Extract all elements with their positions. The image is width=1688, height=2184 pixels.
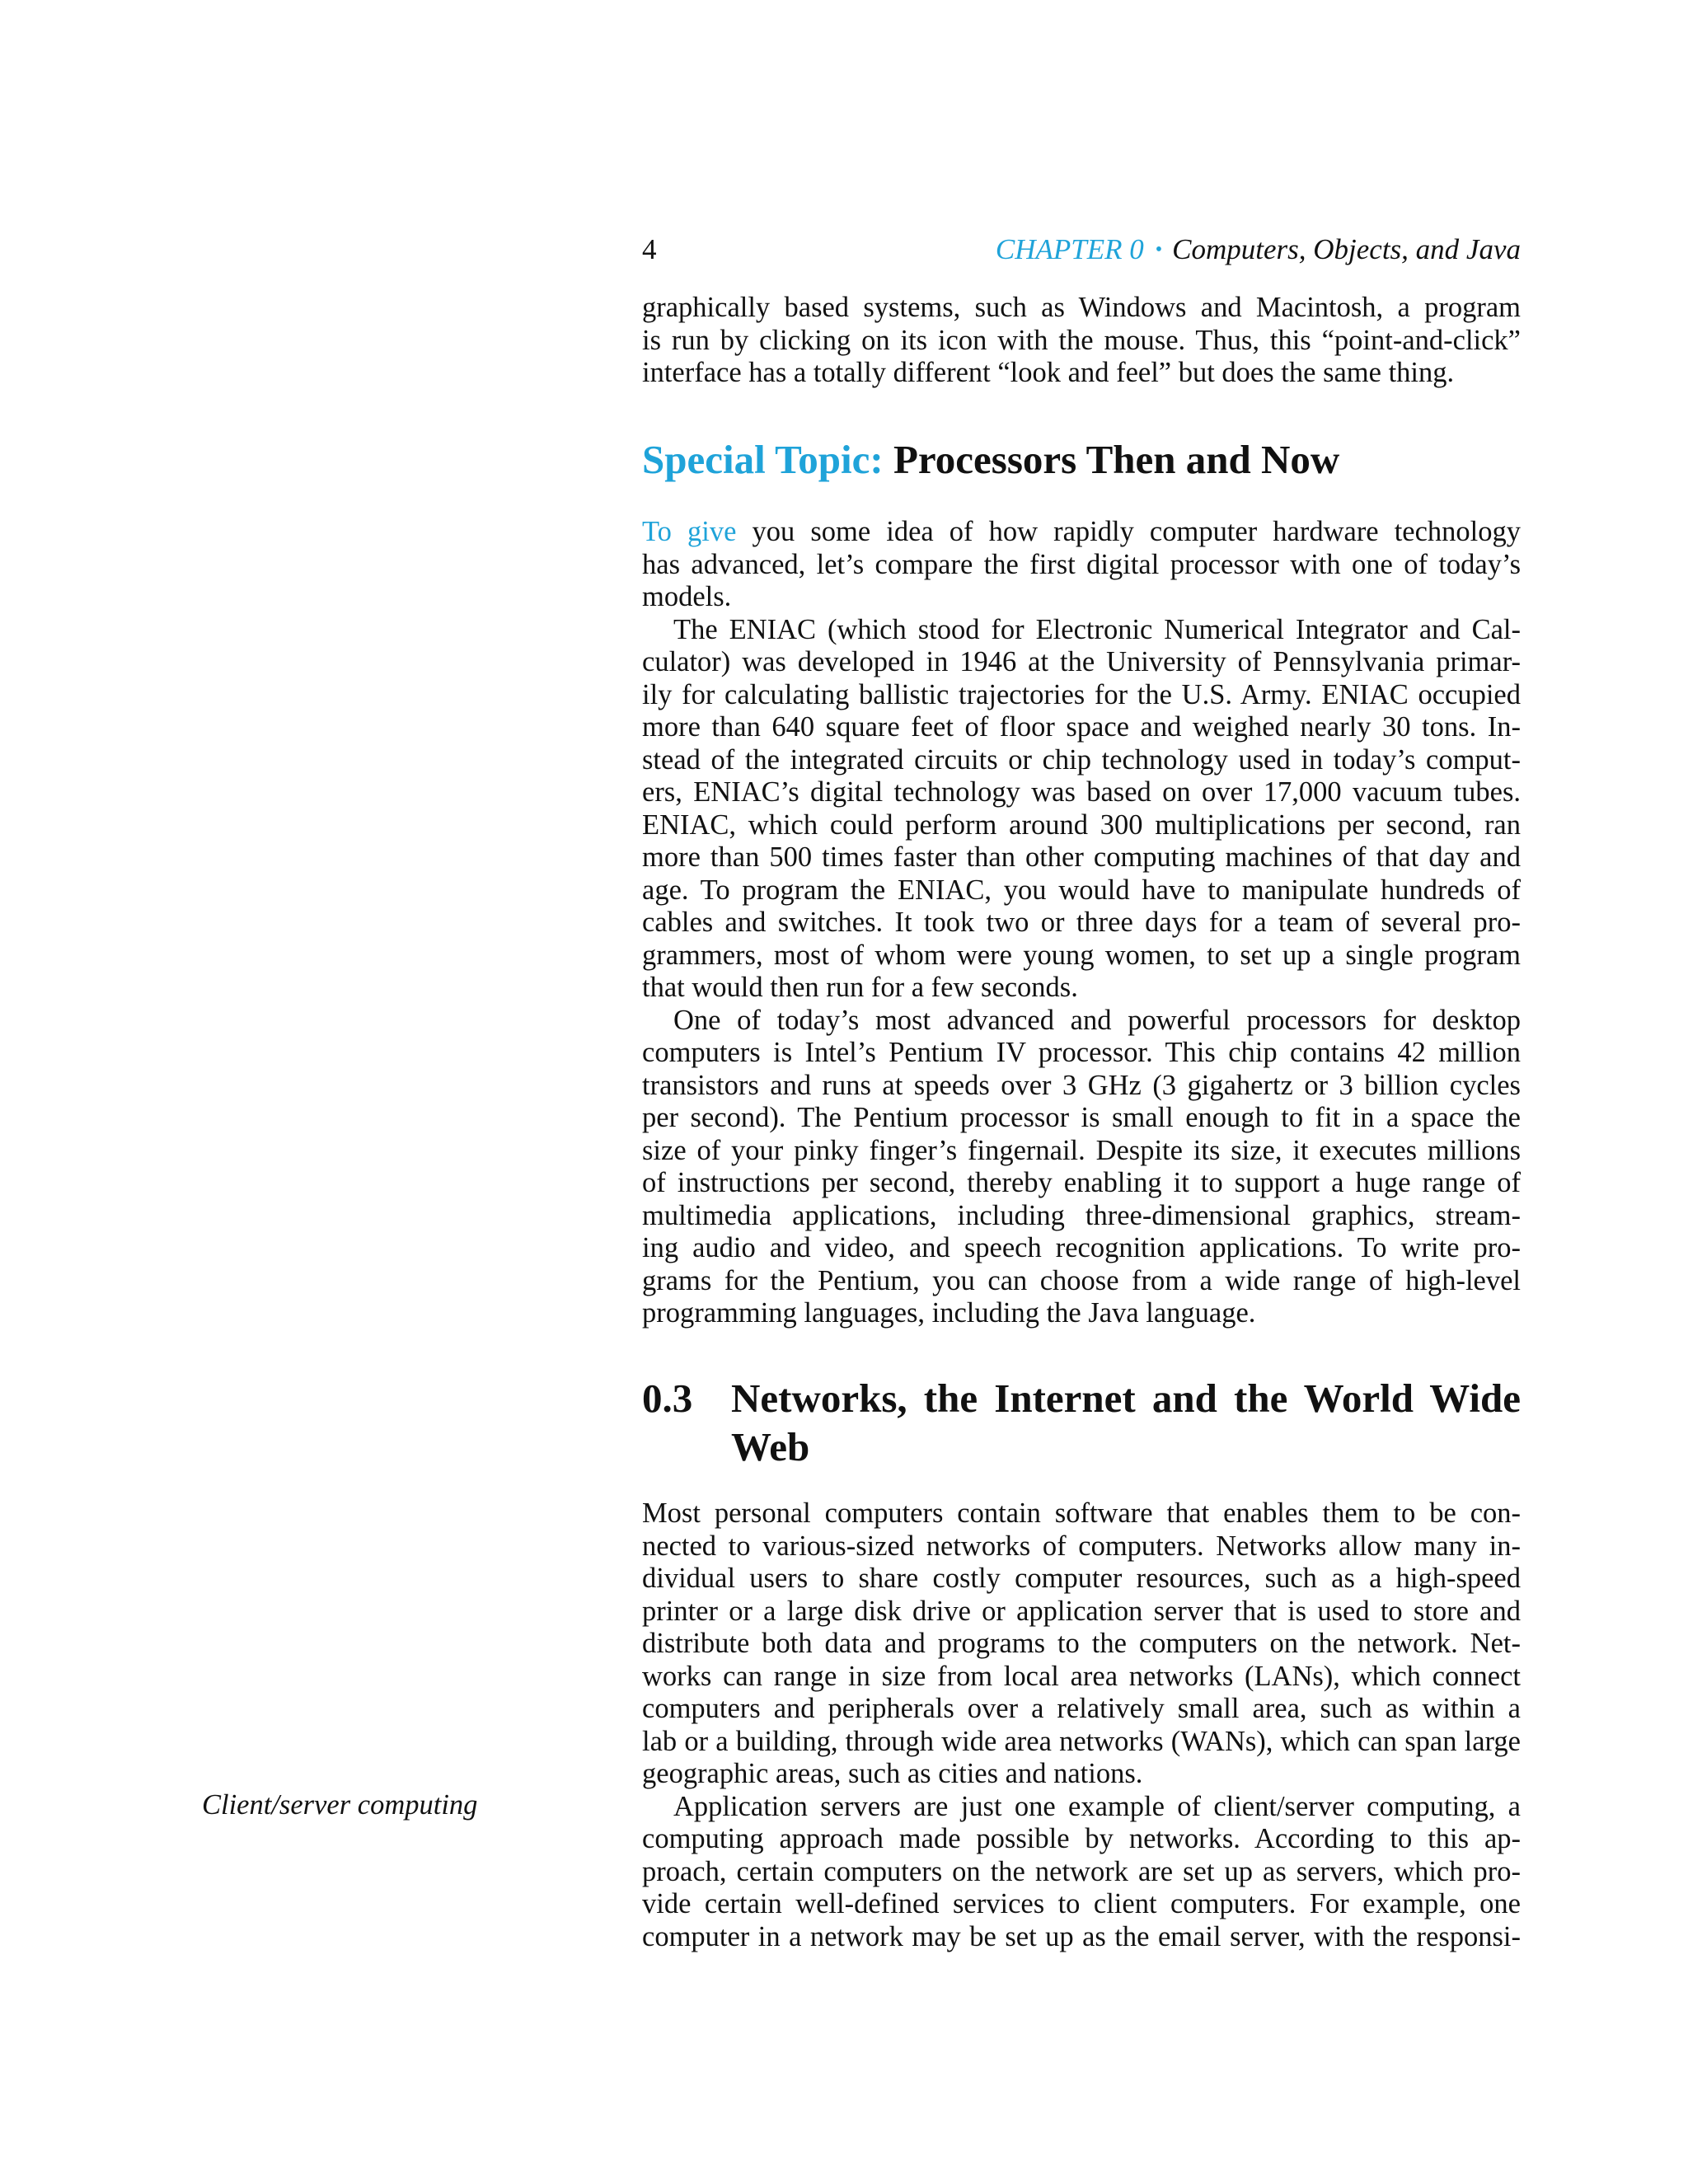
chapter-label: CHAPTER 0	[995, 233, 1144, 265]
text-line: of instructions per second, thereby enabling it to support a huge range of	[642, 1167, 1521, 1198]
text-line: transistors and runs at speeds over 3 GHz (3 gigahertz or 3 billion cycles	[642, 1069, 1521, 1101]
special-topic-body	[642, 516, 1521, 1330]
text-line: computers and peripherals over a relatively small area, such as within a	[642, 1693, 1521, 1724]
text-line: programming languages, including the Java language.	[642, 1297, 1256, 1329]
page-number: 4	[642, 233, 657, 265]
paragraph	[642, 516, 1521, 614]
text-line: size of your pinky finger’s fingernail. Despite its size, it executes millions	[642, 1134, 1521, 1166]
margin-note: Client/server computing	[202, 1789, 478, 1821]
paragraph	[642, 1791, 1521, 1954]
text-line: culator) was developed in 1946 at the University of Pennsylvania primar-	[642, 646, 1521, 677]
text-line: works can range in size from local area networks (LANs), which connect	[642, 1660, 1521, 1692]
text-line: lab or a building, through wide area networks (WANs), which can span large	[642, 1725, 1521, 1757]
text-line: models.	[642, 581, 732, 612]
text-line: grammers, most of whom were young women, to set up a single program	[642, 939, 1521, 971]
lead-words: To give	[642, 516, 737, 547]
text-line: multimedia applications, including three-dimensional graphics, stream-	[642, 1199, 1521, 1231]
section-body	[642, 1497, 1521, 1953]
section-title	[731, 1374, 1521, 1471]
bullet-icon: •	[1155, 239, 1163, 260]
text-line: proach, certain computers on the network are set up as servers, which pro-	[642, 1855, 1521, 1887]
text-line: ers, ENIAC’s digital technology was based on over 17,000 vacuum tubes.	[642, 776, 1521, 808]
text-line: that would then run for a few seconds.	[642, 972, 1078, 1003]
text-line: age. To program the ENIAC, you would have to manipulate hundreds of	[642, 874, 1521, 906]
text-line: To give you some idea of how rapidly computer hardware technology	[642, 516, 1521, 547]
text-line: computer in a network may be set up as the email server, with the responsi-	[642, 1920, 1521, 1952]
text-line: vide certain well-defined services to client computers. For example, one	[642, 1888, 1521, 1919]
text-line: more than 640 square feet of floor space and weighed nearly 30 tons. In-	[642, 711, 1521, 743]
text-line: Application servers are just one example of client/server computing, a	[673, 1790, 1521, 1822]
intro-paragraph	[642, 292, 1521, 390]
text-line: The ENIAC (which stood for Electronic Numerical Integrator and Cal-	[673, 613, 1521, 645]
paragraph	[642, 1005, 1521, 1330]
text-line: grams for the Pentium, you can choose from a wide range of high-level	[642, 1264, 1521, 1296]
paragraph	[642, 614, 1521, 1005]
text-line: interface has a totally different “look and feel” but does the same thing.	[642, 357, 1455, 388]
text-line: graphically based systems, such as Windows and Macintosh, a program	[642, 292, 1521, 323]
text-line: dividual users to share costly computer resources, such as a high-speed	[642, 1563, 1521, 1594]
text-line: cables and switches. It took two or three days for a team of several pro-	[642, 907, 1521, 938]
special-topic-label: Special Topic:	[642, 437, 884, 482]
text-line: geographic areas, such as cities and nations.	[642, 1758, 1143, 1789]
text-line: has advanced, let’s compare the first digital processor with one of today’s	[642, 548, 1521, 580]
section-title-line: Web	[731, 1424, 810, 1469]
text-line: more than 500 times faster than other computing machines of that day and	[642, 841, 1521, 873]
text-line: nected to various-sized networks of computers. Networks allow many in-	[642, 1530, 1521, 1562]
text-line: is run by clicking on its icon with the mouse. Thus, this “point-and-click”	[642, 324, 1521, 356]
text-line: computers is Intel’s Pentium IV processor. This chip contains 42 million	[642, 1037, 1521, 1068]
text-line: Most personal computers contain software that enables them to be con-	[642, 1497, 1521, 1529]
text-line: printer or a large disk drive or application server that is used to store and	[642, 1595, 1521, 1627]
text-line: ing audio and video, and speech recognition applications. To write pro-	[642, 1232, 1521, 1263]
chapter-header	[996, 229, 1521, 270]
section-title-line: Networks, the Internet and the World Wide	[731, 1376, 1521, 1421]
special-topic-title: Processors Then and Now	[893, 437, 1340, 482]
section-number: 0.3	[642, 1376, 693, 1421]
special-topic-heading	[642, 435, 1339, 485]
text-line: stead of the integrated circuits or chip technology used in today’s comput-	[642, 743, 1521, 776]
running-head	[642, 229, 1521, 270]
text-line: ENIAC, which could perform around 300 multiplications per second, ran	[642, 808, 1521, 841]
text-line: computing approach made possible by networks. According to this ap-	[642, 1823, 1521, 1854]
text-line: ily for calculating ballistic trajectories for the U.S. Army. ENIAC occupied	[642, 678, 1521, 710]
text-line: per second). The Pentium processor is small enough to fit in a space the	[642, 1102, 1521, 1133]
chapter-title: Computers, Objects, and Java	[1172, 233, 1521, 265]
text-line: distribute both data and programs to the computers on the network. Net-	[642, 1628, 1521, 1659]
text-line: One of today’s most advanced and powerful processors for desktop	[673, 1004, 1521, 1036]
paragraph	[642, 1497, 1521, 1791]
